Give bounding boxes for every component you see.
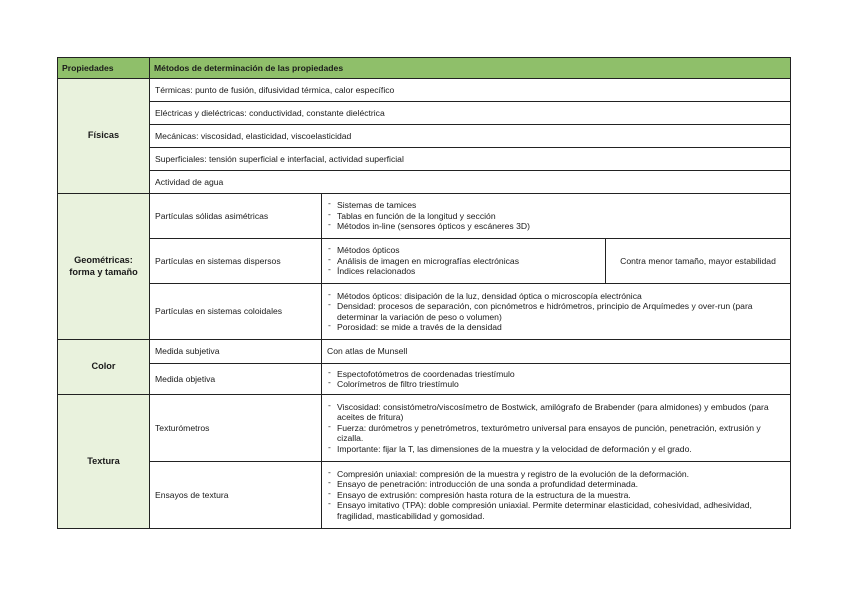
table-row <box>58 462 791 529</box>
table-row <box>58 239 791 284</box>
list-item: - Espectofotómetros de coordenadas triestímulo <box>327 369 785 379</box>
category-textura: Textura <box>58 395 150 529</box>
table-row <box>58 364 791 395</box>
list-item: - Colorímetros de filtro triestímulo <box>327 379 785 389</box>
table-row <box>58 125 791 148</box>
table-row <box>58 340 791 364</box>
method-cell: Medida objetiva <box>150 364 322 395</box>
stability-note: Contra menor tamaño, mayor estabilidad <box>606 239 791 284</box>
items-cell <box>322 462 791 529</box>
list-item: - Densidad: procesos de separación, con picnómetros e hidrómetros, principio de Arquímedes y over-run (para determinar la variación de peso o volumen) <box>327 301 785 322</box>
list-item: - Viscosidad: consistómetro/viscosímetro de Bostwick, amilógrafo de Brabender (para almidones) y embudos (para aceites de fritura) <box>327 402 785 423</box>
items-list <box>327 200 785 231</box>
method-cell: Texturómetros <box>150 395 322 462</box>
list-item: - Ensayo de extrusión: compresión hasta rotura de la estructura de la muestra. <box>327 490 785 500</box>
fisicas-termicas: Térmicas: punto de fusión, difusividad térmica, calor específico <box>150 79 791 102</box>
items-cell: Con atlas de Munsell <box>322 340 791 364</box>
header-methods: Métodos de determinación de las propiedades <box>150 58 791 79</box>
items-cell <box>322 194 791 239</box>
items-cell <box>322 395 791 462</box>
items-list <box>327 291 785 333</box>
list-item: - Métodos ópticos: disipación de la luz, densidad óptica o microscopía electrónica <box>327 291 785 301</box>
list-item: - Sistemas de tamices <box>327 200 785 210</box>
items-cell <box>322 284 791 340</box>
fisicas-mecanicas: Mecánicas: viscosidad, elasticidad, viscoelasticidad <box>150 125 791 148</box>
list-item: - Ensayo imitativo (TPA): doble compresión uniaxial. Permite determinar elasticidad, cohesividad, adhesividad, fragilidad, masticabilidad y gomosidad. <box>327 500 785 521</box>
items-list <box>327 245 600 276</box>
table-row <box>58 194 791 239</box>
method-cell: Partículas sólidas asimétricas <box>150 194 322 239</box>
category-fisicas: Físicas <box>58 79 150 194</box>
list-item: - Ensayo de penetración: introducción de una sonda a profundidad determinada. <box>327 479 785 489</box>
list-item: - Porosidad: se mide a través de la densidad <box>327 322 785 332</box>
list-item: - Métodos in-line (sensores ópticos y escáneres 3D) <box>327 221 785 231</box>
items-cell <box>322 364 791 395</box>
items-list <box>327 369 785 390</box>
list-item: - Índices relacionados <box>327 266 600 276</box>
fisicas-actividad-agua: Actividad de agua <box>150 171 791 194</box>
header-row <box>58 58 791 79</box>
method-cell: Partículas en sistemas coloidales <box>150 284 322 340</box>
list-item: - Compresión uniaxial: compresión de la muestra y registro de la evolución de la deformación. <box>327 469 785 479</box>
method-cell: Medida subjetiva <box>150 340 322 364</box>
fisicas-electricas: Eléctricas y dieléctricas: conductividad, constante dieléctrica <box>150 102 791 125</box>
category-color: Color <box>58 340 150 395</box>
fisicas-superficiales: Superficiales: tensión superficial e interfacial, actividad superficial <box>150 148 791 171</box>
properties-table <box>57 57 791 529</box>
list-item: - Tablas en función de la longitud y sección <box>327 211 785 221</box>
list-item: - Importante: fijar la T, las dimensiones de la muestra y la velocidad de deformación y el grado. <box>327 444 785 454</box>
table-row <box>58 102 791 125</box>
method-cell: Partículas en sistemas dispersos <box>150 239 322 284</box>
items-list <box>327 469 785 521</box>
table-row <box>58 171 791 194</box>
list-item: - Métodos ópticos <box>327 245 600 255</box>
table-row <box>58 148 791 171</box>
table-row <box>58 79 791 102</box>
items-list <box>327 402 785 454</box>
header-properties: Propiedades <box>58 58 150 79</box>
table-row <box>58 284 791 340</box>
category-geometricas: Geométricas: forma y tamaño <box>58 194 150 340</box>
method-cell: Ensayos de textura <box>150 462 322 529</box>
list-item: - Análisis de imagen en micrografías electrónicas <box>327 256 600 266</box>
items-cell <box>322 239 606 284</box>
list-item: - Fuerza: durómetros y penetrómetros, texturómetro universal para ensayos de punción, penetración, extrusión y cizalla. <box>327 423 785 444</box>
table-row <box>58 395 791 462</box>
